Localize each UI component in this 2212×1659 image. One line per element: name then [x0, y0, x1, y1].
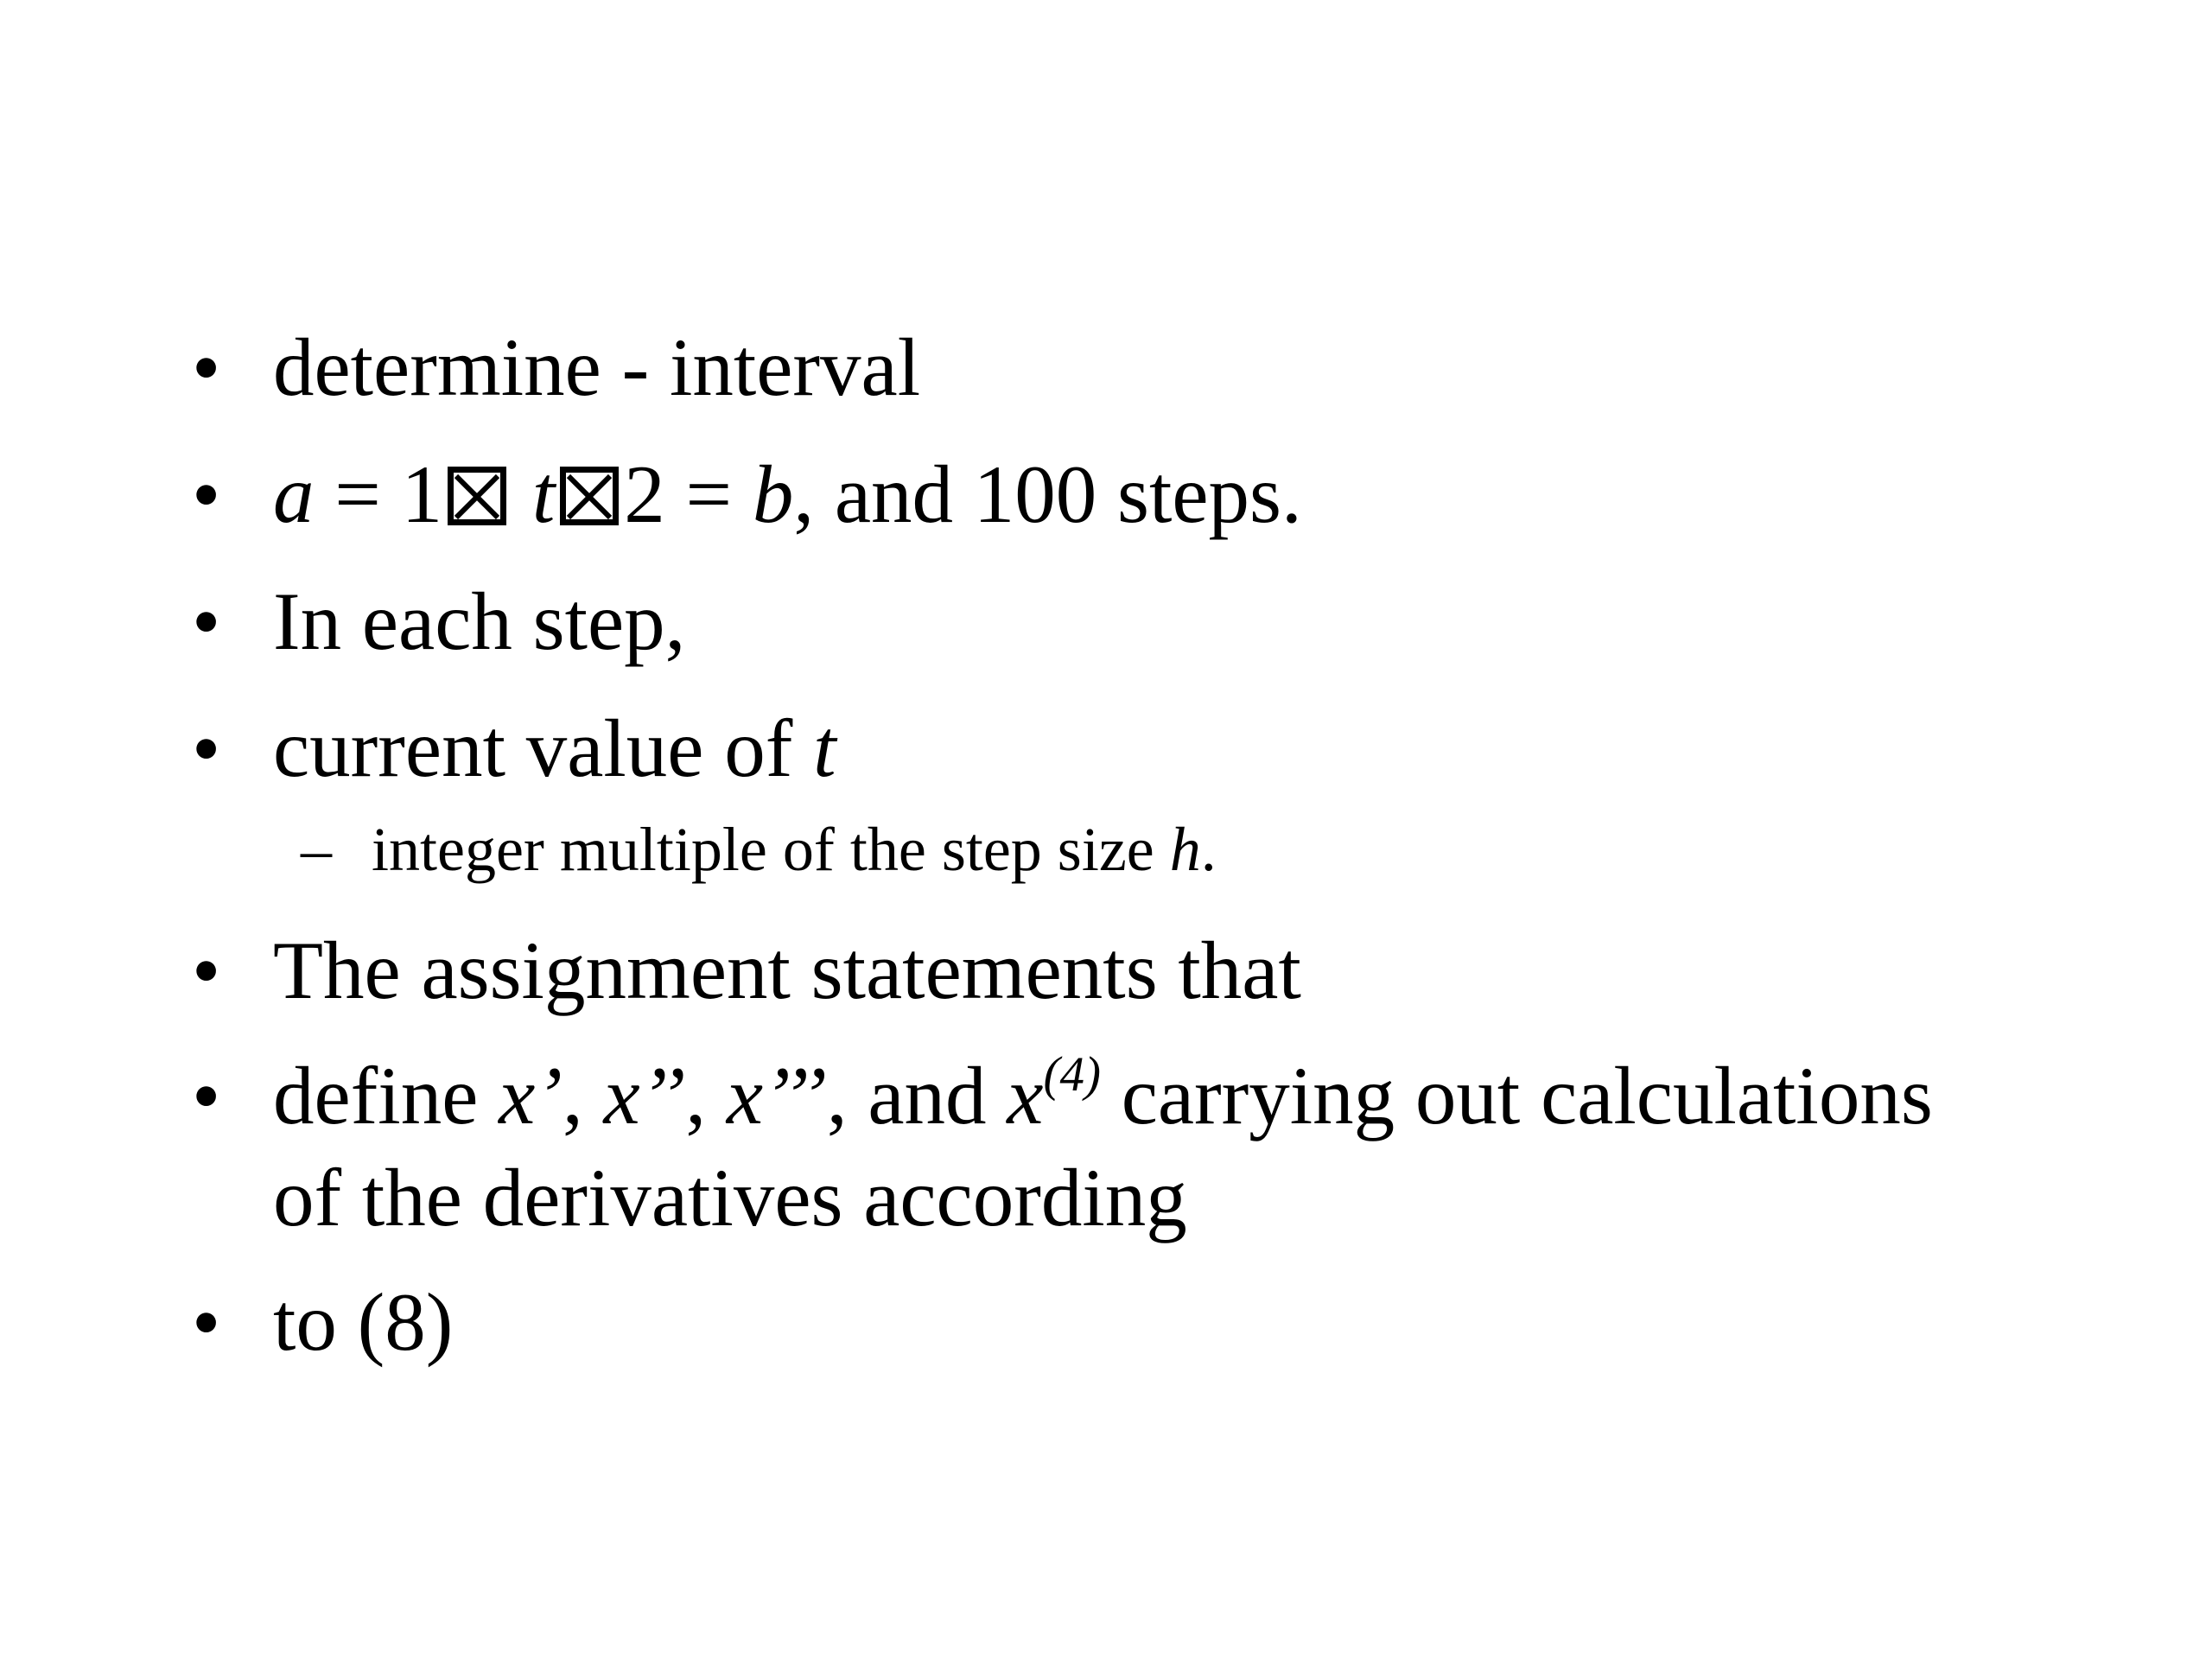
- math-superscript-4: (4): [1043, 1047, 1101, 1102]
- separator: ,: [685, 1050, 727, 1141]
- bullet-marker: •: [192, 1276, 221, 1368]
- math-b: b: [752, 448, 794, 540]
- bullet-define-derivatives-continued: [273, 1146, 1187, 1249]
- bullet-marker: •: [192, 925, 221, 1016]
- bullet-text: In each step,: [273, 575, 686, 667]
- math-x-prime: x’: [499, 1050, 563, 1141]
- bullet-define-derivatives: [273, 1044, 1933, 1147]
- math-h: h: [1169, 815, 1201, 884]
- bullet-current-value: [273, 696, 836, 800]
- bullet-text: , and 100 steps.: [793, 448, 1302, 540]
- boxed-x-glyph-icon: [560, 467, 619, 525]
- bullet-marker: •: [192, 448, 221, 540]
- math-two-eq: 2 =: [624, 448, 753, 540]
- bullet-marker: •: [192, 702, 221, 794]
- math-t: t: [531, 448, 556, 540]
- bullet-interval-definition: [273, 442, 1302, 546]
- separator: ,: [562, 1050, 604, 1141]
- math-x-double-prime: x’’: [603, 1050, 686, 1141]
- bullet-text: , and: [826, 1050, 1007, 1141]
- bullet-marker: •: [192, 575, 221, 667]
- boxed-x-glyph-icon: [448, 467, 506, 525]
- bullet-text: current value of: [273, 702, 814, 794]
- bullet-text: carrying out calculations: [1100, 1050, 1933, 1141]
- period: .: [1200, 815, 1217, 884]
- sub-bullet-text: integer multiple of the step size: [372, 815, 1170, 884]
- math-eq-one: = 1: [314, 448, 443, 540]
- sub-bullet-marker: –: [301, 815, 332, 884]
- bullet-to-equation: [273, 1270, 453, 1374]
- bullet-marker: •: [192, 1050, 221, 1141]
- math-x: x: [1007, 1050, 1044, 1141]
- bullet-marker: •: [192, 321, 221, 413]
- bullet-assignment-statements: [273, 918, 1301, 1022]
- bullet-text: determine - interval: [273, 321, 921, 413]
- bullet-text: of the derivatives according: [273, 1152, 1187, 1243]
- sub-bullet-step-size: [372, 806, 1217, 893]
- bullet-text: The assignment statements that: [273, 925, 1301, 1016]
- bullet-each-step: [273, 569, 685, 673]
- bullet-text: to (8): [273, 1276, 454, 1368]
- bullet-determine-interval: [273, 315, 920, 419]
- math-t: t: [813, 702, 836, 794]
- math-x-triple-prime: x’’’: [726, 1050, 827, 1141]
- bullet-text: define: [273, 1050, 499, 1141]
- math-a: a: [273, 448, 315, 540]
